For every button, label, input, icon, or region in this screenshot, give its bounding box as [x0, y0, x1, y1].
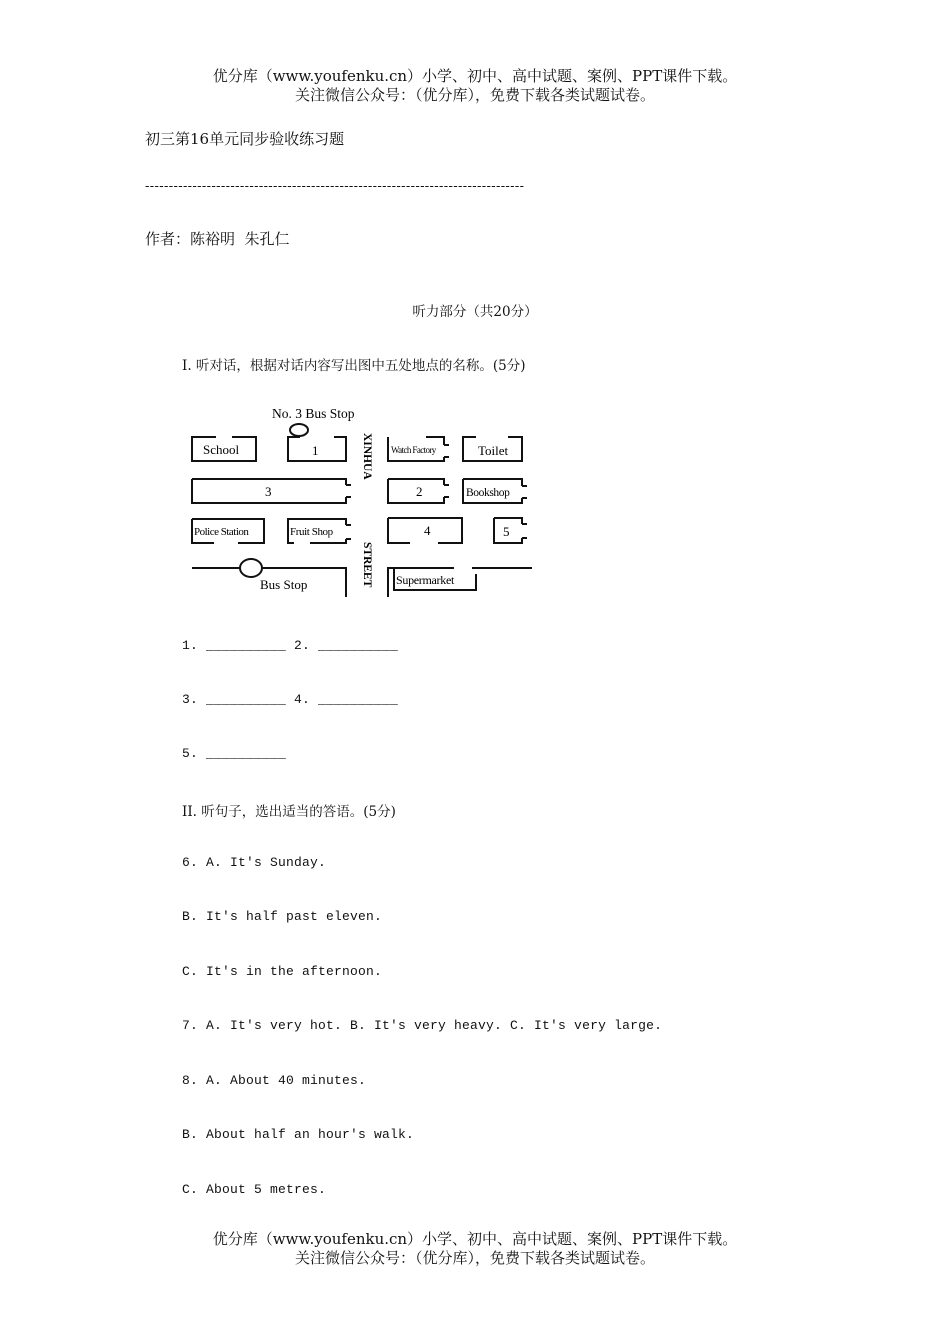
map-label-bus-stop: Bus Stop	[260, 577, 308, 592]
map-label-no3-bus-stop: No. 3 Bus Stop	[272, 406, 355, 421]
question-line: B. It's half past eleven.	[182, 909, 383, 924]
footer-line-2: 关注微信公众号：（优分库），免费下载各类试题试卷。	[294, 1249, 655, 1267]
bus-stop-no3-marker	[290, 424, 308, 436]
part1-instruction: I. 听对话，根据对话内容写出图中五处地点的名称。(5分)	[182, 358, 526, 374]
header-line-2: 关注微信公众号：（优分库），免费下载各类试题试卷。	[294, 86, 655, 104]
map-label-police-station: Police Station	[194, 526, 249, 538]
map-label-toilet: Toilet	[478, 443, 509, 458]
doc-divider: --------------------------------------------------------------------------------	[145, 179, 525, 194]
map-label-supermarket: Supermarket	[396, 573, 455, 587]
map-label-bookshop: Bookshop	[466, 487, 510, 499]
question-line: B. About half an hour's walk.	[182, 1127, 415, 1142]
map-label-5: 5	[503, 524, 510, 539]
question-line: 7. A. It's very hot. B. It's very heavy. C. It's very large.	[182, 1018, 663, 1033]
question-line: 6. A. It's Sunday.	[182, 855, 327, 870]
footer-line-1: 优分库（www.youfenku.cn）小学、初中、高中试题、案例、PPT课件下载。	[212, 1230, 738, 1248]
answer-blanks-row-2: 3. __________ 4. __________	[182, 692, 399, 707]
header-line-1: 优分库（www.youfenku.cn）小学、初中、高中试题、案例、PPT课件下载。	[212, 67, 738, 85]
question-line: 8. A. About 40 minutes.	[182, 1073, 367, 1088]
answer-blanks-row-1: 1. __________ 2. __________	[182, 638, 399, 653]
map-label-fruit-shop: Fruit Shop	[290, 526, 333, 538]
map-label-school: School	[203, 442, 240, 457]
street-map-figure	[186, 400, 532, 602]
doc-title: 初三第16单元同步验收练习题	[145, 130, 345, 148]
page-header	[0, 67, 950, 105]
part2-instruction: II. 听句子，选出适当的答语。(5分)	[182, 804, 396, 820]
section-title: 听力部分（共20分）	[412, 304, 538, 320]
page-footer	[0, 1230, 950, 1268]
bus-stop-marker	[240, 559, 262, 577]
map-label-watch-factory: Watch Factory	[391, 445, 436, 455]
map-label-street-bottom: STREET	[361, 542, 373, 588]
map-label-3: 3	[265, 484, 272, 499]
doc-author: 作者：陈裕明 朱孔仁	[145, 230, 290, 248]
answer-blanks-row-3: 5. __________	[182, 746, 287, 761]
map-label-2: 2	[416, 484, 423, 499]
question-line: C. About 5 metres.	[182, 1182, 327, 1197]
map-label-street-top: XINHUA	[361, 433, 373, 480]
map-label-1: 1	[312, 443, 319, 458]
map-label-4: 4	[424, 523, 431, 538]
question-line: C. It's in the afternoon.	[182, 964, 383, 979]
